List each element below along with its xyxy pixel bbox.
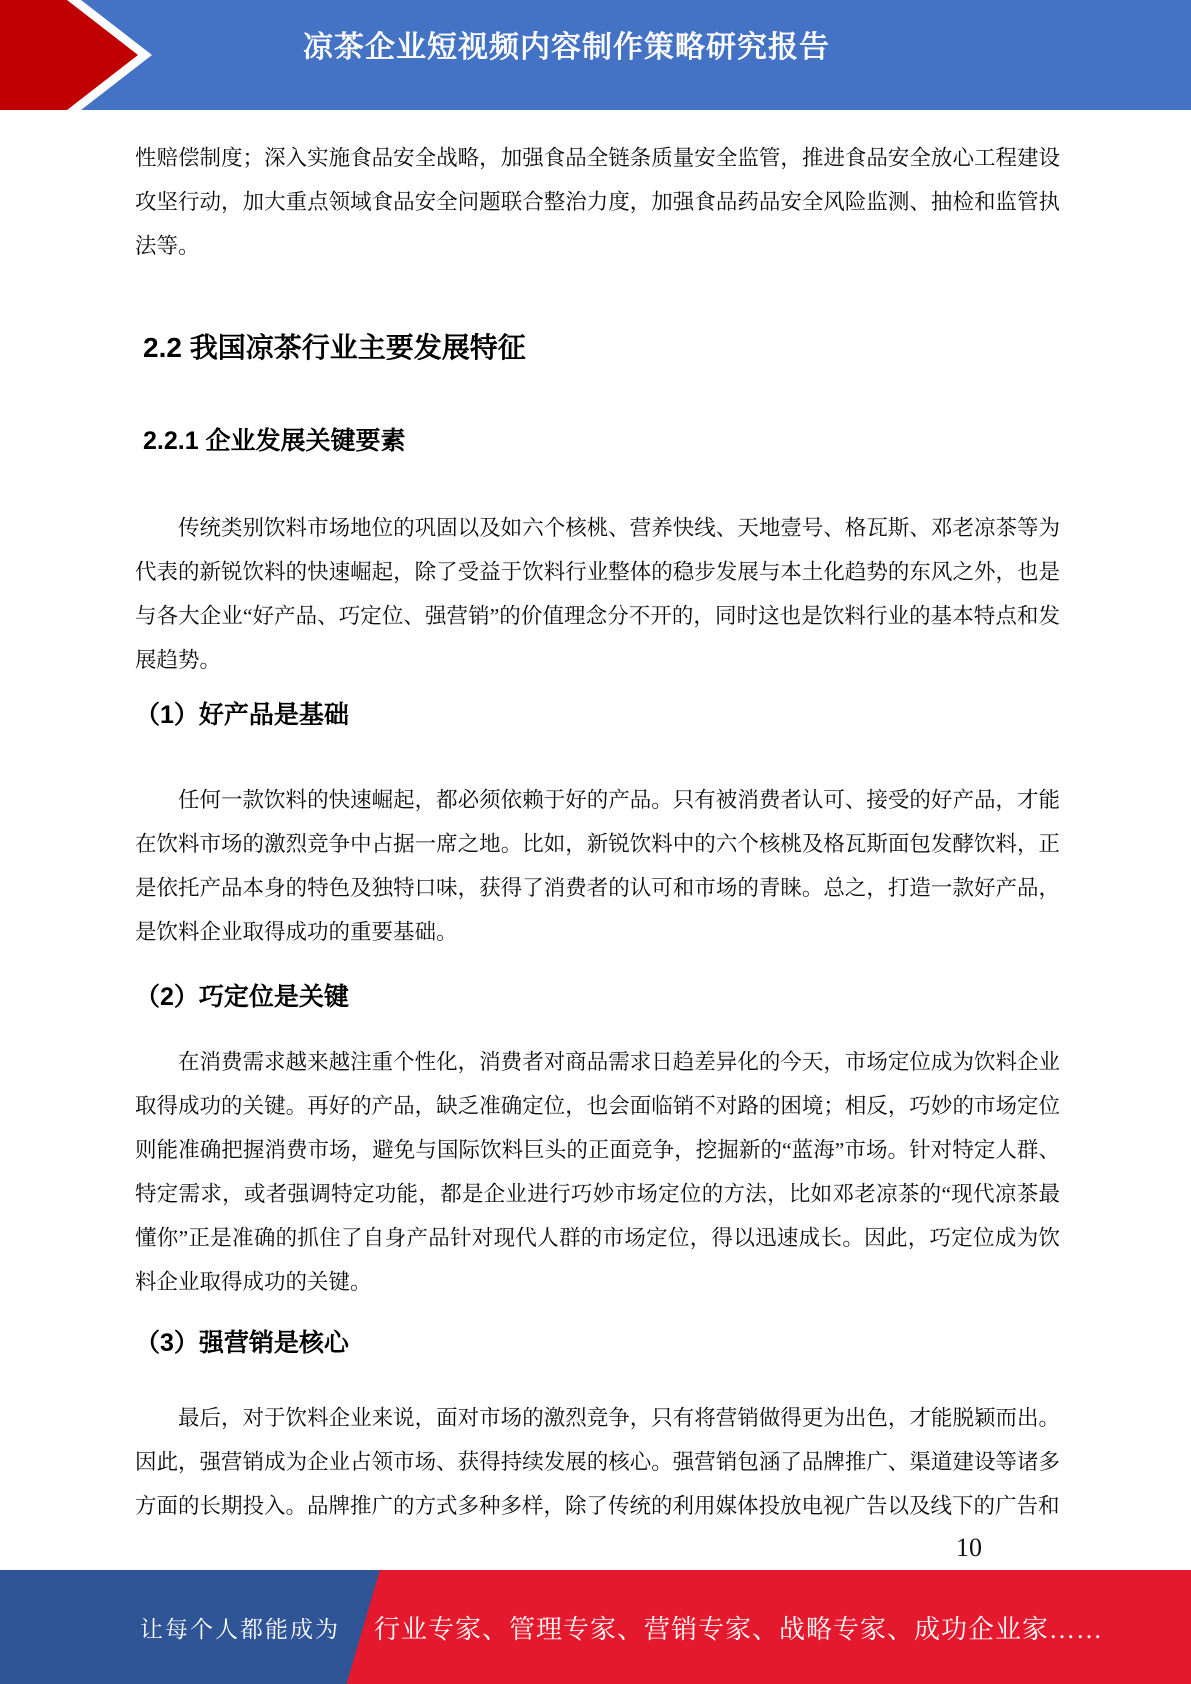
point3-heading: （3）强营销是核心 [135, 1329, 349, 1357]
subsection-heading: 2.2.1 企业发展关键要素 [143, 427, 406, 455]
footer-slogan-right: 行业专家、管理专家、营销专家、战略专家、成功企业家…… [374, 1614, 1104, 1644]
page-footer [0, 1570, 1191, 1684]
subsection-intro-paragraph: 传统类别饮料市场地位的巩固以及如六个核桃、营养快线、天地壹号、格瓦斯、邓老凉茶等为代表的新锐饮料的快速崛起，除了受益于饮料行业整体的稳步发展与本土化趋势的东风之外，也是与各大企业“好产品、巧定位、强营销”的价值理念分不开的，同时这也是饮料行业的基本特点和发展趋势。 [135, 516, 1060, 672]
point2-heading: （2）巧定位是关键 [135, 983, 349, 1011]
footer-slogan-left: 让每个人都能成为 [140, 1616, 340, 1642]
point1-paragraph: 任何一款饮料的快速崛起，都必须依赖于好的产品。只有被消费者认可、接受的好产品，才能在饮料市场的激烈竞争中占据一席之地。比如，新锐饮料中的六个核桃及格瓦斯面包发酵饮料，正是依托产品本身的特色及独特口味，获得了消费者的认可和市场的青睐。总之，打造一款好产品，是饮料企业取得成功的重要基础。 [135, 788, 1060, 944]
document-body [135, 110, 1060, 1564]
section-heading: 2.2 我国凉茶行业主要发展特征 [143, 332, 526, 363]
continuation-paragraph: 性赔偿制度；深入实施食品安全战略，加强食品全链条质量安全监管，推进食品安全放心工程建设攻坚行动，加大重点领域食品安全问题联合整治力度，加强食品药品安全风险监测、抽检和监管执法等。 [135, 146, 1060, 258]
point1-heading: （1）好产品是基础 [135, 701, 349, 729]
page-title: 凉茶企业短视频内容制作策略研究报告 [303, 31, 830, 64]
page-header [0, 0, 1191, 110]
point3-paragraph: 最后，对于饮料企业来说，面对市场的激烈竞争，只有将营销做得更为出色，才能脱颖而出。因此，强营销成为企业占领市场、获得持续发展的核心。强营销包涵了品牌推广、渠道建设等诸多方面的长期投入。品牌推广的方式多种多样，除了传统的利用媒体投放电视广告以及线下的广告和 [135, 1406, 1060, 1518]
point2-paragraph: 在消费需求越来越注重个性化，消费者对商品需求日趋差异化的今天，市场定位成为饮料企业取得成功的关键。再好的产品，缺乏准确定位，也会面临销不对路的困境；相反，巧妙的市场定位则能准确把握消费市场，避免与国际饮料巨头的正面竞争，挖掘新的“蓝海”市场。针对特定人群、特定需求，或者强调特定功能，都是企业进行巧妙市场定位的方法，比如邓老凉茶的“现代凉茶最懂你”正是准确的抓住了自身产品针对现代人群的市场定位，得以迅速成长。因此，巧定位成为饮料企业取得成功的关键。 [135, 1050, 1060, 1294]
page-number: 10 [956, 1533, 982, 1562]
